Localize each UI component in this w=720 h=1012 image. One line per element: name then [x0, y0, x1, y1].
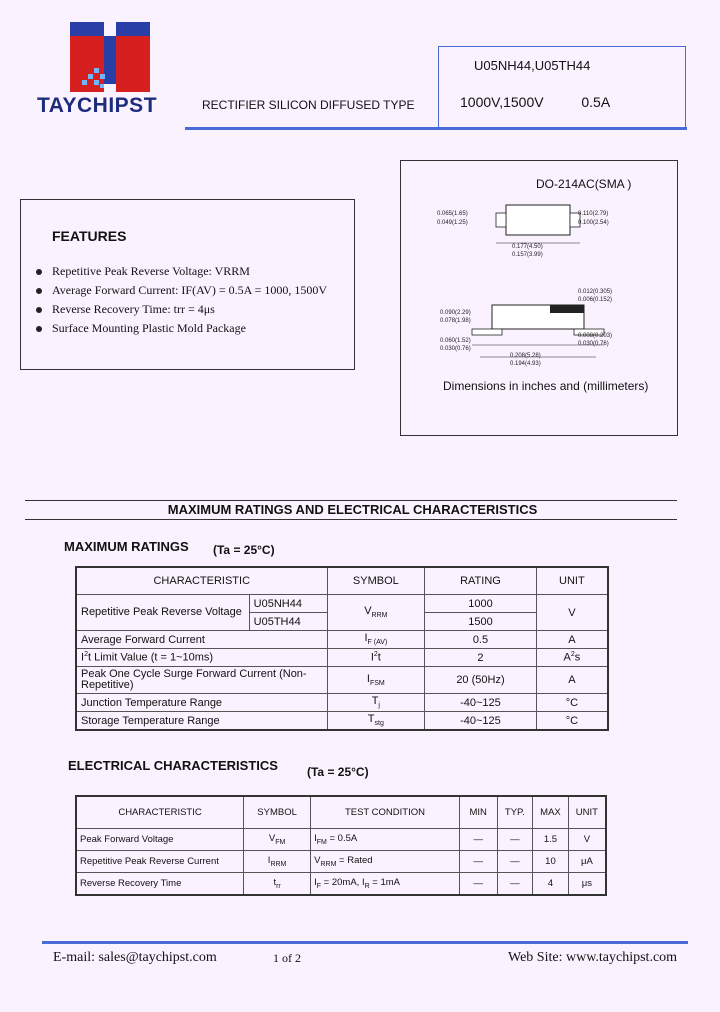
- bullet-icon: [36, 288, 42, 294]
- cell-symbol: $I_{FSM}$: [327, 667, 425, 694]
- col-header: TYP.: [497, 796, 533, 829]
- spec-summary: [460, 94, 660, 110]
- col-header: SYMBOL: [327, 567, 425, 595]
- cell-typ: —: [497, 851, 533, 873]
- col-header: UNIT: [568, 796, 606, 829]
- cell-rating: 1500: [425, 613, 537, 631]
- cell-max: 10: [533, 851, 569, 873]
- section-rule-bottom: [25, 519, 677, 520]
- feature-item: Reverse Recovery Time: trr = 4μs: [36, 300, 327, 319]
- voltage-spec: 1000V,1500V: [460, 94, 544, 110]
- dim-label: 0.065(1.65): [437, 211, 468, 217]
- cell-unit: A: [536, 667, 608, 694]
- feature-item: Average Forward Current: IF(AV) = 0.5A = 1000, 1500V: [36, 281, 327, 300]
- dim-label: 0.060(1.52): [440, 338, 471, 344]
- cell-rating: 0.5: [425, 631, 537, 649]
- cell-min: —: [459, 873, 497, 896]
- cell-unit: A: [536, 631, 608, 649]
- table-row: [76, 851, 606, 873]
- cell-symbol: $V_{FM}$: [244, 829, 311, 851]
- dim-label: 0.100(2.54): [578, 220, 609, 226]
- table-row: [76, 694, 608, 712]
- cell-characteristic: Peak Forward Voltage: [76, 829, 244, 851]
- table-row: [76, 667, 608, 694]
- cell-max: 1.5: [533, 829, 569, 851]
- electrical-title: ELECTRICAL CHARACTERISTICS: [68, 758, 278, 773]
- electrical-table: [75, 795, 607, 896]
- cell-typ: —: [497, 829, 533, 851]
- cell-unit: °C: [536, 694, 608, 712]
- dim-label: 0.078(1.98): [440, 318, 471, 324]
- dimensions-note: Dimensions in inches and (millimeters): [443, 379, 649, 393]
- cell-rating: 20 (50Hz): [425, 667, 537, 694]
- max-ratings-condition: (Ta = 25°C): [213, 543, 275, 557]
- cell-rating: -40~125: [425, 694, 537, 712]
- feature-item: Surface Mounting Plastic Mold Package: [36, 319, 327, 338]
- bullet-icon: [36, 326, 42, 332]
- cell-characteristic: Repetitive Peak Reverse Voltage: [76, 595, 249, 631]
- company-logo: [70, 16, 150, 92]
- dim-label: 0.194(4.93): [510, 361, 541, 367]
- cell-rating: -40~125: [425, 712, 537, 731]
- table-row: [76, 595, 608, 613]
- col-header: UNIT: [536, 567, 608, 595]
- cell-rating: 2: [425, 649, 537, 667]
- features-title: FEATURES: [52, 228, 127, 244]
- section-rule-top: [25, 500, 677, 501]
- feature-item: Repetitive Peak Reverse Voltage: VRRM: [36, 262, 327, 281]
- cell-characteristic: Storage Temperature Range: [76, 712, 327, 731]
- cell-symbol: $I_{F (AV)}$: [327, 631, 425, 649]
- cell-condition: $I_F = 20mA$, $I_R = 1mA$: [311, 873, 460, 896]
- cell-unit: μs: [568, 873, 606, 896]
- features-list: [36, 262, 327, 338]
- dim-label: 0.030(0.76): [440, 346, 471, 352]
- part-numbers: U05NH44,U05TH44: [474, 58, 591, 73]
- brand-name: TAYCHIPST: [37, 94, 158, 117]
- current-spec: 0.5A: [581, 94, 611, 110]
- cell-symbol: $t_{rr}$: [244, 873, 311, 896]
- cell-characteristic: Average Forward Current: [76, 631, 327, 649]
- dim-label: 0.090(2.29): [440, 310, 471, 316]
- cell-symbol: $I_{RRM}$: [244, 851, 311, 873]
- table-header-row: [76, 796, 606, 829]
- cell-characteristic: Repetitive Peak Reverse Current: [76, 851, 244, 873]
- cell-rating: 1000: [425, 595, 537, 613]
- dim-label: 0.030(0.76): [578, 341, 609, 347]
- col-header: RATING: [425, 567, 537, 595]
- col-header: CHARACTERISTIC: [76, 567, 327, 595]
- package-title: DO-214AC(SMA ): [536, 177, 632, 191]
- cell-characteristic: Reverse Recovery Time: [76, 873, 244, 896]
- cell-unit: $A^2s$: [536, 649, 608, 667]
- product-type: RECTIFIER SILICON DIFFUSED TYPE: [202, 98, 415, 112]
- cell-symbol: $T_j$: [327, 694, 425, 712]
- col-header: SYMBOL: [244, 796, 311, 829]
- cell-characteristic: $I^2t$ Limit Value (t = 1~10ms): [76, 649, 327, 667]
- cell-min: —: [459, 851, 497, 873]
- col-header: TEST CONDITION: [311, 796, 460, 829]
- section-title: MAXIMUM RATINGS AND ELECTRICAL CHARACTERISTICS: [167, 502, 538, 517]
- dim-label: 0.012(0.305): [578, 289, 613, 295]
- cell-characteristic: Peak One Cycle Surge Forward Current (Non-Repetitive): [76, 667, 327, 694]
- cell-unit: V: [568, 829, 606, 851]
- cell-characteristic: Junction Temperature Range: [76, 694, 327, 712]
- cell-symbol: $I^2t$: [327, 649, 425, 667]
- cell-part: U05TH44: [249, 613, 327, 631]
- dim-label: 0.049(1.25): [437, 220, 468, 226]
- dim-label: 0.008(0.203): [578, 333, 613, 339]
- table-row: [76, 631, 608, 649]
- dim-label: 0.006(0.152): [578, 297, 613, 303]
- header-rule: [185, 127, 687, 130]
- cell-condition: $I_{FM} = 0.5A$: [311, 829, 460, 851]
- cell-symbol: $T_{stg}$: [327, 712, 425, 731]
- table-header-row: [76, 567, 608, 595]
- max-ratings-title: MAXIMUM RATINGS: [64, 539, 189, 554]
- table-row: [76, 712, 608, 731]
- table-row: [76, 829, 606, 851]
- table-row: [76, 649, 608, 667]
- table-row: [76, 873, 606, 896]
- cell-unit: °C: [536, 712, 608, 731]
- footer-email[interactable]: E-mail: sales@taychipst.com: [53, 950, 217, 965]
- col-header: CHARACTERISTIC: [76, 796, 244, 829]
- cell-unit: V: [536, 595, 608, 631]
- cell-typ: —: [497, 873, 533, 896]
- page-number: 1 of 2: [273, 951, 301, 965]
- dim-label: 0.110(2.79): [578, 211, 609, 217]
- bullet-icon: [36, 269, 42, 275]
- dim-label: 0.208(5.28): [510, 353, 541, 359]
- cell-max: 4: [533, 873, 569, 896]
- footer-website[interactable]: Web Site: www.taychipst.com: [508, 950, 678, 965]
- cell-condition: $V_{RRM}$ = Rated: [311, 851, 460, 873]
- cell-min: —: [459, 829, 497, 851]
- col-header: MAX: [533, 796, 569, 829]
- dim-label: 0.177(4.50): [512, 244, 543, 250]
- dim-label: 0.157(3.99): [512, 252, 543, 258]
- electrical-condition: (Ta = 25°C): [307, 765, 369, 779]
- bullet-icon: [36, 307, 42, 313]
- footer-rule: [42, 941, 688, 944]
- cell-symbol: $V_{RRM}$: [327, 595, 425, 631]
- col-header: MIN: [459, 796, 497, 829]
- cell-unit: μA: [568, 851, 606, 873]
- max-ratings-table: [75, 566, 609, 731]
- cell-part: U05NH44: [249, 595, 327, 613]
